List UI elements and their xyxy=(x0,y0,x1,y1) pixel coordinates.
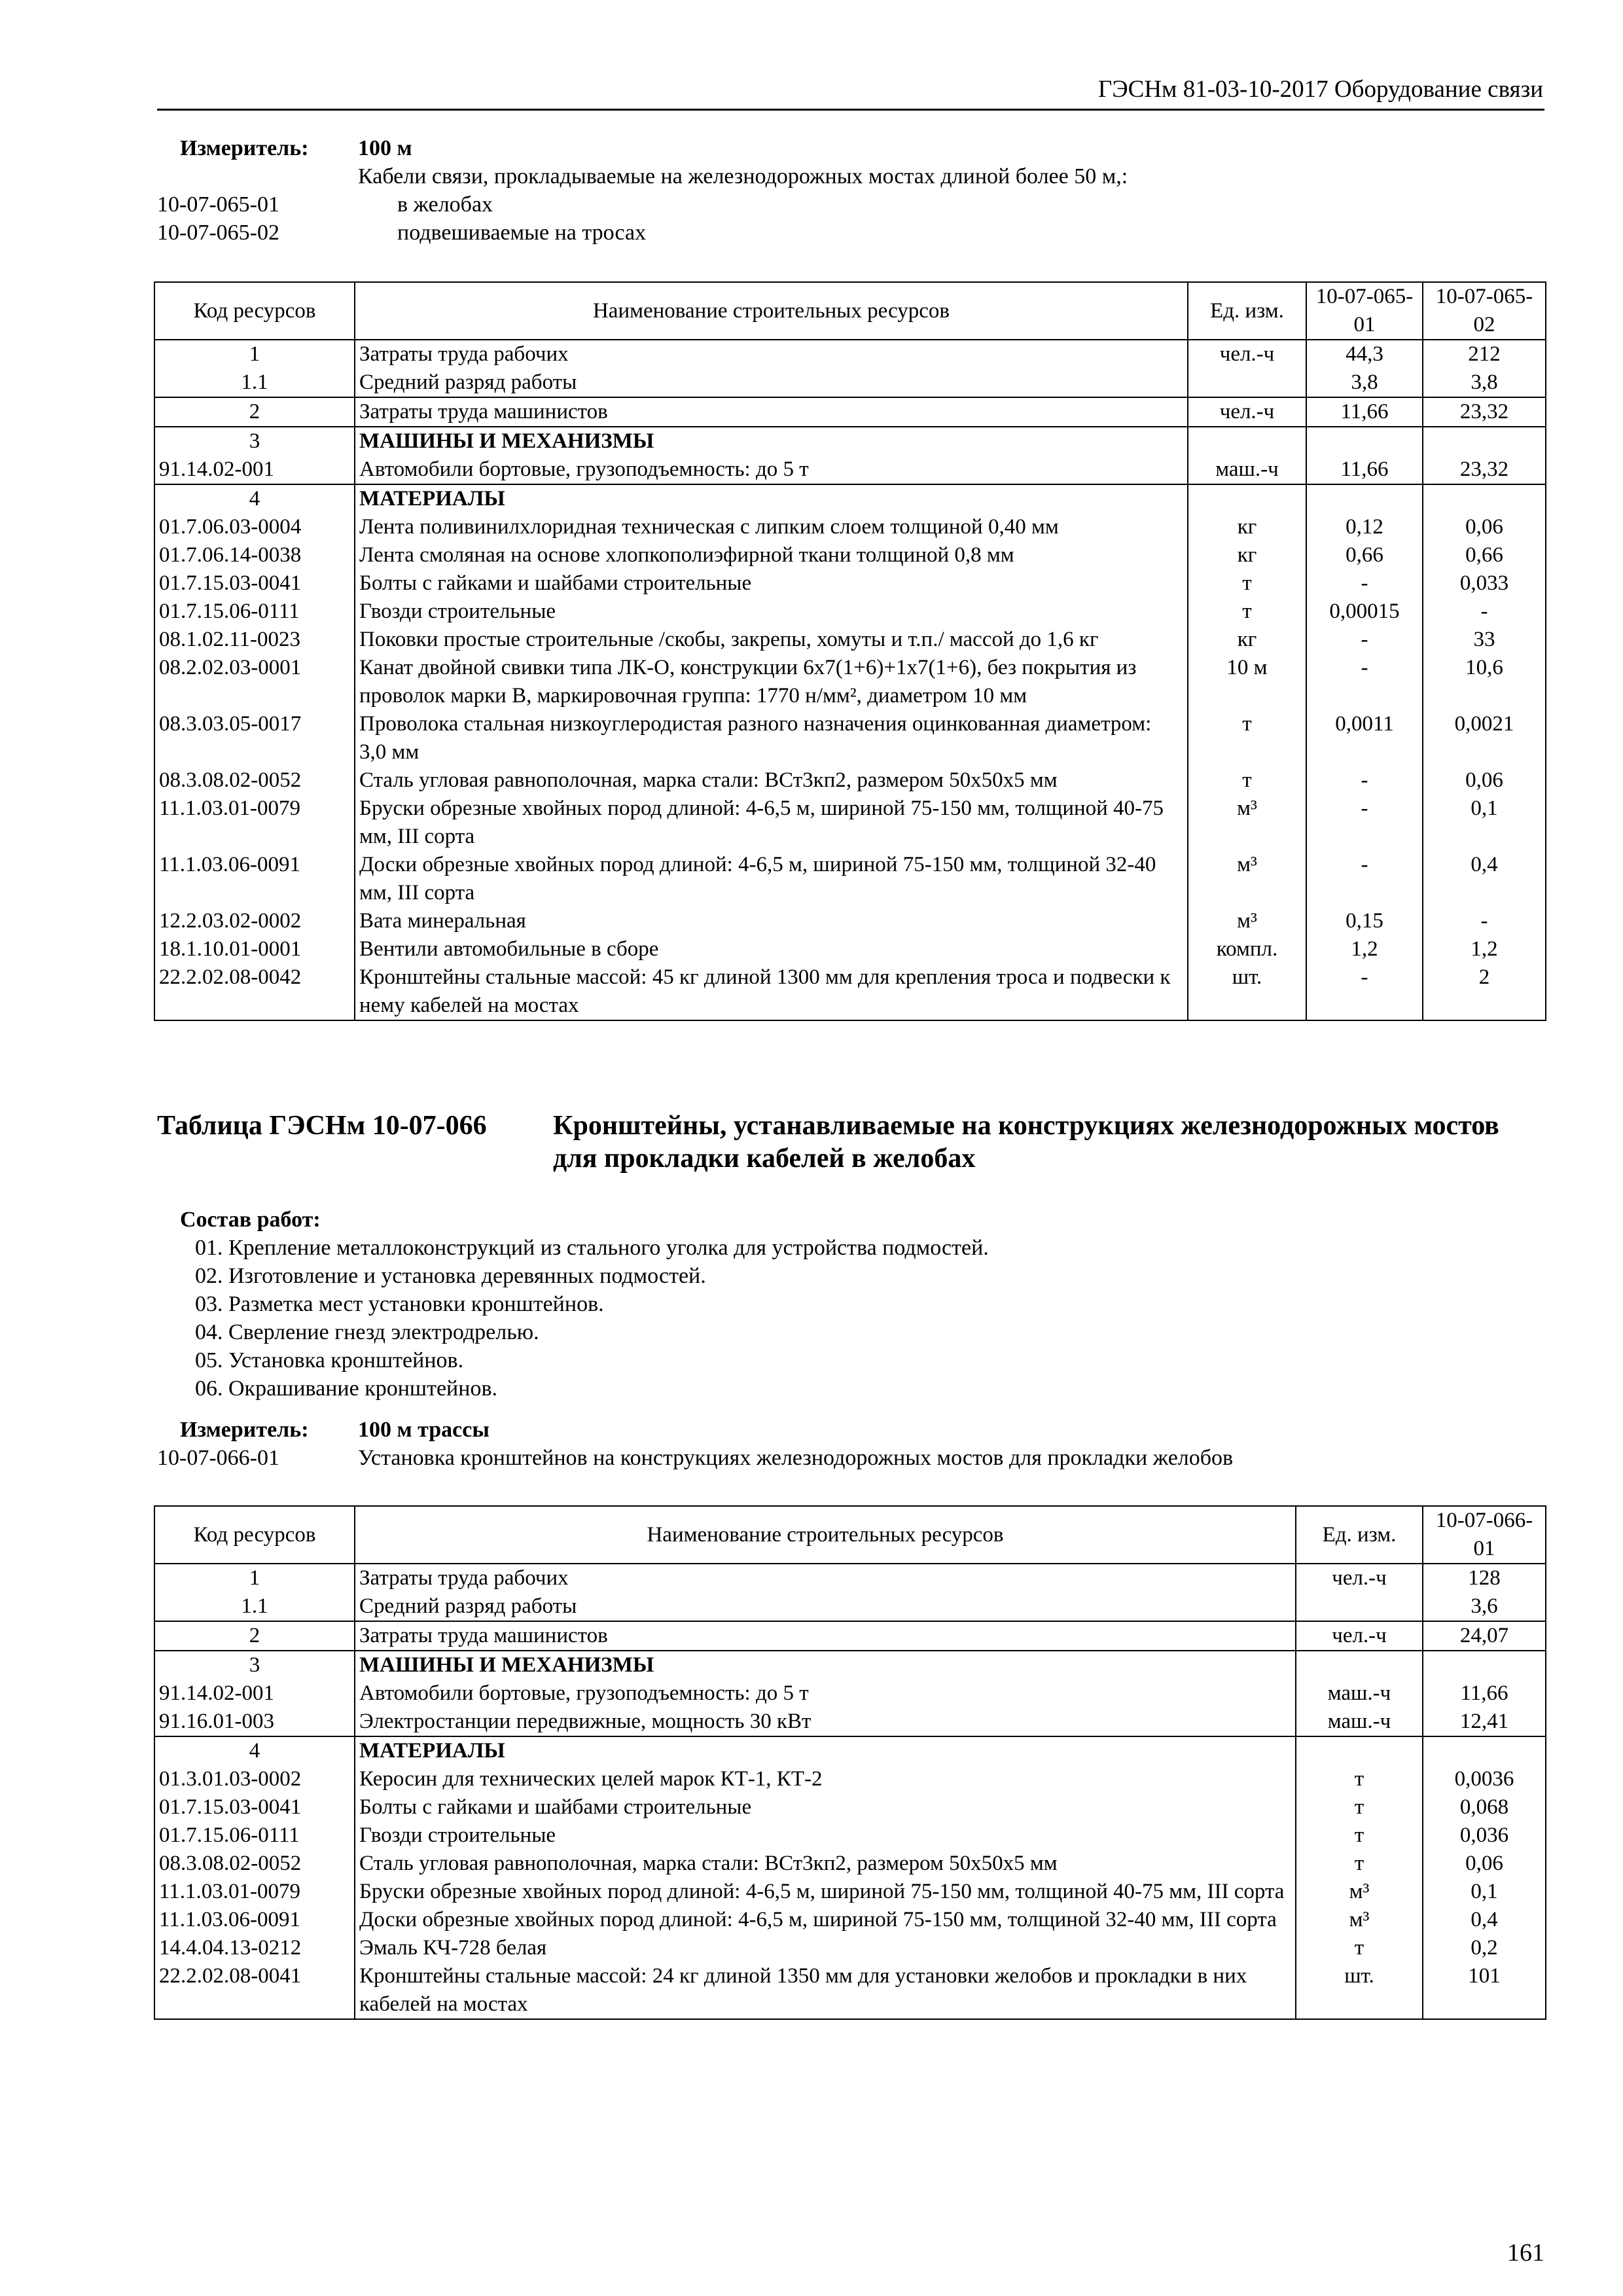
cell-code: 1.1 xyxy=(154,368,355,397)
page-number: 161 xyxy=(1507,2239,1544,2267)
cell-name: Болты с гайками и шайбами строительные xyxy=(355,569,1188,598)
table-row xyxy=(154,907,1546,935)
table-row xyxy=(154,851,1546,907)
table-row xyxy=(154,1679,1546,1708)
cell-unit: т xyxy=(1188,569,1306,598)
table-header-row xyxy=(154,1506,1546,1564)
measure-label: Измеритель: xyxy=(180,1418,309,1442)
table-row xyxy=(154,1878,1546,1906)
cell-code: 11.1.03.06-0091 xyxy=(154,851,355,907)
cell-value: 11,66 xyxy=(1306,456,1423,484)
resources-table-2 xyxy=(154,1505,1546,2020)
cell-unit: т xyxy=(1188,598,1306,626)
cell-code: 01.3.01.03-0002 xyxy=(154,1765,355,1793)
measure-item-code: 10-07-065-02 xyxy=(157,221,279,245)
work-step: 01. Крепление металлоконструкций из стального уголка для устройства подмостей. xyxy=(195,1236,989,1260)
measure-item-text: в желобах xyxy=(397,192,493,217)
cell-code: 91.14.02-001 xyxy=(154,456,355,484)
cell-value xyxy=(1306,427,1423,456)
cell-unit: м³ xyxy=(1188,795,1306,851)
cell-name: Канат двойной свивки типа ЛК-О, конструкции 6х7(1+6)+1х7(1+6), без покрытия из проволок марки В, маркировочная группа: 1770 н/мм², диаметром 10 мм xyxy=(355,654,1188,710)
table-row xyxy=(154,1564,1546,1592)
table-row xyxy=(154,1651,1546,1679)
table-row xyxy=(154,340,1546,368)
table-row xyxy=(154,1793,1546,1821)
cell-unit: т xyxy=(1296,1850,1423,1878)
table-row xyxy=(154,766,1546,795)
cell-name: Керосин для технических целей марок КТ-1, КТ-2 xyxy=(355,1765,1296,1793)
cell-value: 0,15 xyxy=(1306,907,1423,935)
measure-value: 100 м трассы xyxy=(358,1418,490,1442)
cell-value: 33 xyxy=(1423,626,1546,654)
table-row xyxy=(154,1821,1546,1850)
cell-value: 0,1 xyxy=(1423,795,1546,851)
cell-value: 44,3 xyxy=(1306,340,1423,368)
cell-value xyxy=(1423,1736,1546,1765)
work-composition-title: Состав работ: xyxy=(180,1208,321,1232)
measure-value: 100 м xyxy=(358,136,412,160)
cell-value: 0,06 xyxy=(1423,513,1546,541)
table-row xyxy=(154,1850,1546,1878)
col-header-unit: Ед. изм. xyxy=(1188,282,1306,340)
cell-value: - xyxy=(1306,795,1423,851)
cell-value: 3,6 xyxy=(1423,1592,1546,1621)
cell-value: 0,4 xyxy=(1423,851,1546,907)
col-header-code: Код ресурсов xyxy=(154,1506,355,1564)
cell-name: Бруски обрезные хвойных пород длиной: 4-6,5 м, шириной 75-150 мм, толщиной 40-75 мм, III сорта xyxy=(355,795,1188,851)
table-row xyxy=(154,368,1546,397)
cell-name: Кронштейны стальные массой: 45 кг длиной 1300 мм для крепления троса и подвески к нему кабелей на мостах xyxy=(355,963,1188,1020)
cell-value: - xyxy=(1306,654,1423,710)
cell-name: МАТЕРИАЛЫ xyxy=(355,1736,1296,1765)
cell-code: 08.3.08.02-0052 xyxy=(154,1850,355,1878)
measure-item-text: Установка кронштейнов на конструкциях железнодорожных мостов для прокладки желобов xyxy=(358,1446,1234,1470)
cell-code: 2 xyxy=(154,397,355,427)
cell-value: - xyxy=(1306,626,1423,654)
cell-name: Болты с гайками и шайбами строительные xyxy=(355,1793,1296,1821)
cell-name: МАШИНЫ И МЕХАНИЗМЫ xyxy=(355,427,1188,456)
cell-code: 91.14.02-001 xyxy=(154,1679,355,1708)
cell-unit: шт. xyxy=(1188,963,1306,1020)
cell-unit xyxy=(1188,484,1306,513)
col-header-name: Наименование строительных ресурсов xyxy=(355,1506,1296,1564)
cell-value: 0,0021 xyxy=(1423,710,1546,766)
work-step: 03. Разметка мест установки кронштейнов. xyxy=(195,1292,604,1316)
cell-name: Кронштейны стальные массой: 24 кг длиной 1350 мм для установки желобов и прокладки в них кабелей на мостах xyxy=(355,1962,1296,2019)
cell-code: 11.1.03.01-0079 xyxy=(154,795,355,851)
table-row xyxy=(154,569,1546,598)
table-row xyxy=(154,654,1546,710)
measure-intro: Кабели связи, прокладываемые на железнодорожных мостах длиной более 50 м,: xyxy=(358,164,1128,188)
cell-unit: кг xyxy=(1188,513,1306,541)
cell-value xyxy=(1306,484,1423,513)
cell-code: 3 xyxy=(154,427,355,456)
cell-code: 01.7.06.03-0004 xyxy=(154,513,355,541)
cell-unit: м³ xyxy=(1188,851,1306,907)
col-header-unit: Ед. изм. xyxy=(1296,1506,1423,1564)
work-composition xyxy=(180,1206,989,1403)
cell-unit: м³ xyxy=(1296,1906,1423,1934)
cell-name: Проволока стальная низкоуглеродистая разного назначения оцинкованная диаметром: 3,0 мм xyxy=(355,710,1188,766)
cell-name: Гвозди строительные xyxy=(355,598,1188,626)
cell-value: 11,66 xyxy=(1423,1679,1546,1708)
cell-value: 212 xyxy=(1423,340,1546,368)
table-row xyxy=(154,1934,1546,1962)
cell-name: Лента поливинилхлоридная техническая с липким слоем толщиной 0,40 мм xyxy=(355,513,1188,541)
col-header-norm-2: 10-07-065-02 xyxy=(1423,282,1546,340)
cell-code: 1 xyxy=(154,340,355,368)
table-row xyxy=(154,626,1546,654)
cell-code: 91.16.01-003 xyxy=(154,1708,355,1736)
cell-code: 01.7.15.06-0111 xyxy=(154,598,355,626)
measure-block-1 xyxy=(157,134,1544,252)
cell-value: 0,036 xyxy=(1423,1821,1546,1850)
cell-name: Затраты труда машинистов xyxy=(355,397,1188,427)
measure-item-text: подвешиваемые на тросах xyxy=(397,221,647,245)
resources-table-1 xyxy=(154,281,1546,1021)
cell-name: Средний разряд работы xyxy=(355,1592,1296,1621)
table-heading-name: Кронштейны, устанавливаемые на конструкциях железнодорожных мостов для прокладки кабелей в желобах xyxy=(553,1111,1499,1174)
cell-value: 0,06 xyxy=(1423,766,1546,795)
cell-name: Доски обрезные хвойных пород длиной: 4-6,5 м, шириной 75-150 мм, толщиной 32-40 мм, III сорта xyxy=(355,1906,1296,1934)
cell-name: Гвозди строительные xyxy=(355,1821,1296,1850)
cell-value: 23,32 xyxy=(1423,397,1546,427)
table-row xyxy=(154,541,1546,569)
cell-code: 12.2.03.02-0002 xyxy=(154,907,355,935)
table-row xyxy=(154,1708,1546,1736)
cell-code: 01.7.15.06-0111 xyxy=(154,1821,355,1850)
col-header-norm-1: 10-07-066-01 xyxy=(1423,1506,1546,1564)
table-row xyxy=(154,1736,1546,1765)
cell-unit: маш.-ч xyxy=(1188,456,1306,484)
table-row xyxy=(154,1962,1546,2019)
cell-unit: т xyxy=(1188,766,1306,795)
cell-code: 11.1.03.01-0079 xyxy=(154,1878,355,1906)
cell-unit: кг xyxy=(1188,626,1306,654)
cell-value xyxy=(1423,484,1546,513)
cell-value: 10,6 xyxy=(1423,654,1546,710)
cell-name: Вентили автомобильные в сборе xyxy=(355,935,1188,963)
cell-unit: шт. xyxy=(1296,1962,1423,2019)
cell-code: 2 xyxy=(154,1621,355,1651)
cell-value: 0,66 xyxy=(1423,541,1546,569)
table-row xyxy=(154,710,1546,766)
cell-name: МАТЕРИАЛЫ xyxy=(355,484,1188,513)
table-row xyxy=(154,963,1546,1020)
cell-value xyxy=(1423,427,1546,456)
cell-code: 01.7.06.14-0038 xyxy=(154,541,355,569)
cell-unit: кг xyxy=(1188,541,1306,569)
table-header-row xyxy=(154,282,1546,340)
cell-code: 4 xyxy=(154,484,355,513)
cell-value: - xyxy=(1306,851,1423,907)
cell-value: 0,4 xyxy=(1423,1906,1546,1934)
cell-code: 22.2.02.08-0042 xyxy=(154,963,355,1020)
cell-unit: м³ xyxy=(1296,1878,1423,1906)
cell-code: 1.1 xyxy=(154,1592,355,1621)
col-header-code: Код ресурсов xyxy=(154,282,355,340)
cell-value: 0,068 xyxy=(1423,1793,1546,1821)
cell-value: 23,32 xyxy=(1423,456,1546,484)
cell-name: Средний разряд работы xyxy=(355,368,1188,397)
cell-value: 0,033 xyxy=(1423,569,1546,598)
cell-code: 18.1.10.01-0001 xyxy=(154,935,355,963)
cell-value: 0,66 xyxy=(1306,541,1423,569)
cell-name: Сталь угловая равнополочная, марка стали: ВСт3кп2, размером 50х50х5 мм xyxy=(355,766,1188,795)
measure-item-code: 10-07-065-01 xyxy=(157,192,279,217)
table-row xyxy=(154,484,1546,513)
table-row xyxy=(154,513,1546,541)
cell-unit: м³ xyxy=(1188,907,1306,935)
cell-value: 0,06 xyxy=(1423,1850,1546,1878)
col-header-norm-1: 10-07-065-01 xyxy=(1306,282,1423,340)
cell-unit xyxy=(1296,1651,1423,1679)
cell-unit xyxy=(1188,368,1306,397)
cell-name: Затраты труда машинистов xyxy=(355,1621,1296,1651)
cell-unit: 10 м xyxy=(1188,654,1306,710)
cell-value: 2 xyxy=(1423,963,1546,1020)
cell-name: Поковки простые строительные /скобы, закрепы, хомуты и т.п./ массой до 1,6 кг xyxy=(355,626,1188,654)
cell-unit: компл. xyxy=(1188,935,1306,963)
table-row xyxy=(154,795,1546,851)
work-step: 05. Установка кронштейнов. xyxy=(195,1348,464,1372)
table-row xyxy=(154,456,1546,484)
cell-unit: маш.-ч xyxy=(1296,1679,1423,1708)
cell-name: Автомобили бортовые, грузоподъемность: до 5 т xyxy=(355,456,1188,484)
cell-name: Бруски обрезные хвойных пород длиной: 4-6,5 м, шириной 75-150 мм, толщиной 40-75 мм, III сорта xyxy=(355,1878,1296,1906)
table-row xyxy=(154,1592,1546,1621)
cell-name: Сталь угловая равнополочная, марка стали: ВСт3кп2, размером 50х50х5 мм xyxy=(355,1850,1296,1878)
cell-value: 1,2 xyxy=(1423,935,1546,963)
cell-code: 3 xyxy=(154,1651,355,1679)
cell-name: Лента смоляная на основе хлопкополиэфирной ткани толщиной 0,8 мм xyxy=(355,541,1188,569)
cell-value: 12,41 xyxy=(1423,1708,1546,1736)
table-row xyxy=(154,397,1546,427)
cell-code: 22.2.02.08-0041 xyxy=(154,1962,355,2019)
cell-unit: чел.-ч xyxy=(1188,340,1306,368)
cell-name: Затраты труда рабочих xyxy=(355,340,1188,368)
cell-code: 08.3.03.05-0017 xyxy=(154,710,355,766)
measure-label: Измеритель: xyxy=(180,136,309,160)
table-row xyxy=(154,1906,1546,1934)
cell-value: - xyxy=(1423,907,1546,935)
cell-value: 0,12 xyxy=(1306,513,1423,541)
measure-item-code: 10-07-066-01 xyxy=(157,1446,279,1470)
table-row xyxy=(154,935,1546,963)
cell-name: Доски обрезные хвойных пород длиной: 4-6,5 м, шириной 75-150 мм, толщиной 32-40 мм, III сорта xyxy=(355,851,1188,907)
table-row xyxy=(154,598,1546,626)
cell-unit: т xyxy=(1296,1765,1423,1793)
cell-unit xyxy=(1296,1592,1423,1621)
cell-name: Эмаль КЧ-728 белая xyxy=(355,1934,1296,1962)
cell-value: 0,1 xyxy=(1423,1878,1546,1906)
cell-code: 08.1.02.11-0023 xyxy=(154,626,355,654)
work-step: 04. Сверление гнезд электродрелью. xyxy=(195,1320,539,1344)
col-header-name: Наименование строительных ресурсов xyxy=(355,282,1188,340)
cell-unit: т xyxy=(1188,710,1306,766)
cell-code: 01.7.15.03-0041 xyxy=(154,569,355,598)
cell-value: - xyxy=(1306,963,1423,1020)
cell-unit xyxy=(1188,427,1306,456)
cell-value: - xyxy=(1306,569,1423,598)
cell-value: 0,0036 xyxy=(1423,1765,1546,1793)
cell-value: 24,07 xyxy=(1423,1621,1546,1651)
cell-code: 08.3.08.02-0052 xyxy=(154,766,355,795)
header-title: ГЭСНм 81-03-10-2017 Оборудование связи xyxy=(1097,76,1543,103)
cell-value: 11,66 xyxy=(1306,397,1423,427)
table-row xyxy=(154,1765,1546,1793)
cell-unit: т xyxy=(1296,1793,1423,1821)
table-heading-number: Таблица ГЭСНм 10-07-066 xyxy=(157,1111,487,1141)
cell-unit: чел.-ч xyxy=(1188,397,1306,427)
cell-value: 128 xyxy=(1423,1564,1546,1592)
cell-value: - xyxy=(1306,766,1423,795)
cell-code: 4 xyxy=(154,1736,355,1765)
cell-value: 0,0011 xyxy=(1306,710,1423,766)
cell-value: 101 xyxy=(1423,1962,1546,2019)
cell-unit xyxy=(1296,1736,1423,1765)
cell-name: МАШИНЫ И МЕХАНИЗМЫ xyxy=(355,1651,1296,1679)
work-step: 06. Окрашивание кронштейнов. xyxy=(195,1376,498,1401)
cell-name: Затраты труда рабочих xyxy=(355,1564,1296,1592)
cell-value: 3,8 xyxy=(1423,368,1546,397)
cell-unit: т xyxy=(1296,1821,1423,1850)
cell-value: 1,2 xyxy=(1306,935,1423,963)
running-header xyxy=(157,72,1544,111)
cell-name: Электростанции передвижные, мощность 30 кВт xyxy=(355,1708,1296,1736)
cell-value: 3,8 xyxy=(1306,368,1423,397)
cell-value xyxy=(1423,1651,1546,1679)
cell-unit: чел.-ч xyxy=(1296,1621,1423,1651)
cell-unit: т xyxy=(1296,1934,1423,1962)
cell-code: 01.7.15.03-0041 xyxy=(154,1793,355,1821)
cell-value: - xyxy=(1423,598,1546,626)
cell-unit: чел.-ч xyxy=(1296,1564,1423,1592)
cell-unit: маш.-ч xyxy=(1296,1708,1423,1736)
table-row xyxy=(154,1621,1546,1651)
cell-code: 14.4.04.13-0212 xyxy=(154,1934,355,1962)
cell-value: 0,00015 xyxy=(1306,598,1423,626)
cell-code: 11.1.03.06-0091 xyxy=(154,1906,355,1934)
cell-code: 1 xyxy=(154,1564,355,1592)
table-row xyxy=(154,427,1546,456)
measure-block-2 xyxy=(157,1416,1544,1475)
cell-code: 08.2.02.03-0001 xyxy=(154,654,355,710)
cell-name: Вата минеральная xyxy=(355,907,1188,935)
work-step: 02. Изготовление и установка деревянных подмостей. xyxy=(195,1264,706,1288)
cell-value: 0,2 xyxy=(1423,1934,1546,1962)
cell-name: Автомобили бортовые, грузоподъемность: до 5 т xyxy=(355,1679,1296,1708)
